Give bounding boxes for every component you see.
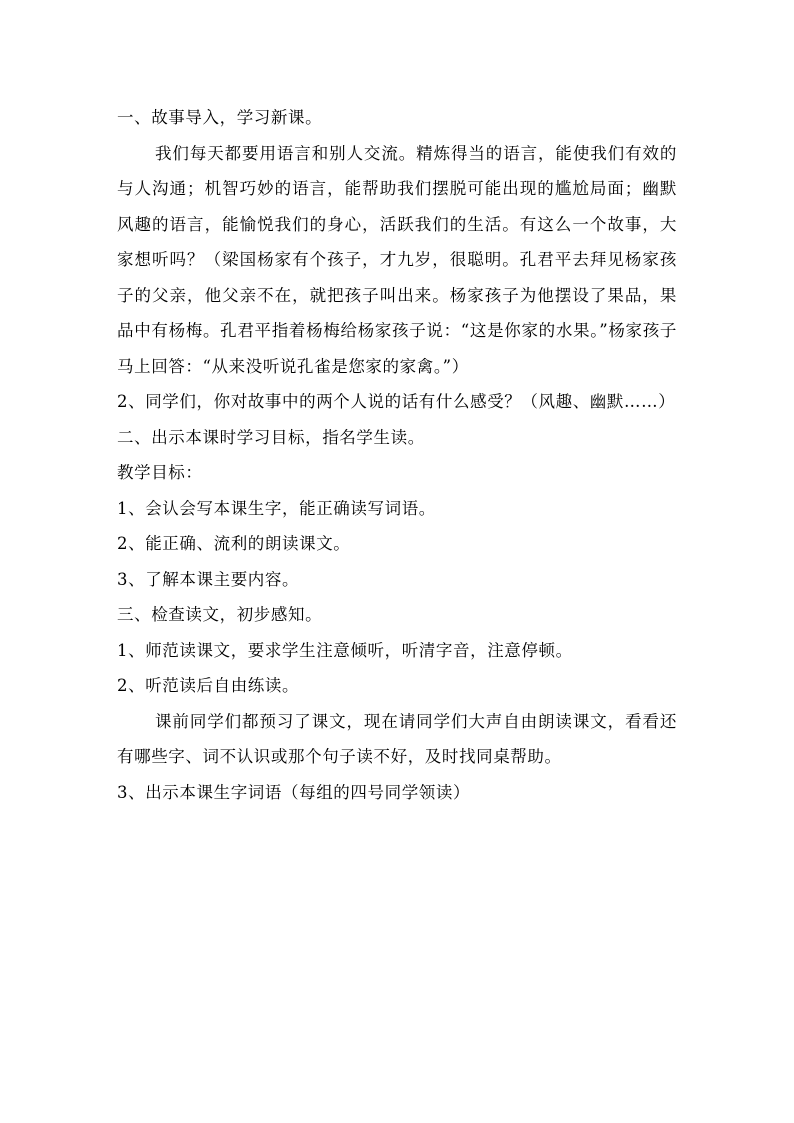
objective-item: 1、会认会写本课生字，能正确读写词语。 bbox=[117, 498, 436, 518]
section-heading-objectives: 二、出示本课时学习目标，指名学生读。 bbox=[117, 427, 425, 447]
story-paragraph: 我们每天都要用语言和别人交流。精炼得当的语言，能使我们有效的与人沟通；机智巧妙的语言，能帮助我们摆脱可能出现的尴尬局面；幽默风趣的语言，能愉悦我们的身心，活跃我们的生活。有这么一个故事，大家想听吗？（梁国杨家有个孩子，才九岁，很聪明。孔君平去拜见杨家孩子的父亲，他父亲不在，就把孩子叫出来。杨家孩子为他摆设了果品，果品中有杨梅。孔君平指着杨梅给杨家孩子说：“这是你家的水果。”杨家孩子马上回答：“从来没听说孔雀是您家的家禽。”） bbox=[117, 143, 677, 376]
reading-step: 1、师范读课文，要求学生注意倾听，听清字音，注意停顿。 bbox=[117, 640, 573, 660]
section-heading-reading: 三、检查读文，初步感知。 bbox=[117, 605, 323, 624]
objective-item: 3、了解本课主要内容。 bbox=[117, 569, 300, 589]
objectives-label: 教学目标： bbox=[117, 463, 203, 482]
reading-step: 3、出示本课生字词语（每组的四号同学领读） bbox=[117, 782, 471, 802]
document-body bbox=[117, 100, 677, 810]
section-heading-story-intro: 一、故事导入，学习新课。 bbox=[117, 108, 323, 127]
question-item: 2、同学们，你对故事中的两个人说的话有什么感受？（风趣、幽默……） bbox=[117, 392, 676, 411]
objective-item: 2、能正确、流利的朗读课文。 bbox=[117, 534, 351, 553]
reading-instruction-paragraph: 课前同学们都预习了课文，现在请同学们大声自由朗读课文，看看还有哪些字、词不认识或那个句子读不好，及时找同桌帮助。 bbox=[117, 711, 677, 766]
reading-step: 2、听范读后自由练读。 bbox=[117, 676, 300, 695]
